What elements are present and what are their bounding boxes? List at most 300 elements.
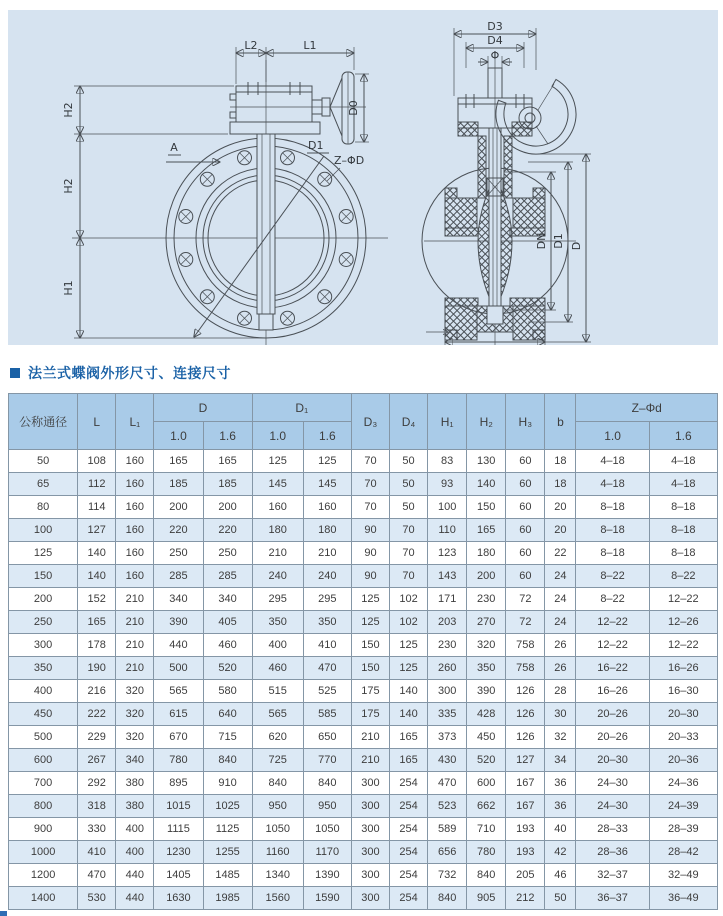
- table-cell: 950: [252, 795, 303, 818]
- table-cell: 900: [9, 818, 78, 841]
- valve-technical-drawing: [8, 10, 718, 345]
- table-cell: 28–33: [576, 818, 649, 841]
- table-row: [9, 680, 718, 703]
- table-cell: 28: [545, 680, 576, 703]
- table-row: [9, 657, 718, 680]
- table-cell: 24: [545, 588, 576, 611]
- table-cell: 216: [78, 680, 116, 703]
- table-cell: 125: [303, 450, 351, 473]
- table-cell: 20–26: [576, 726, 649, 749]
- table-cell: 400: [252, 634, 303, 657]
- table-cell: 212: [506, 887, 545, 910]
- table-cell: 36: [545, 772, 576, 795]
- table-cell: 46: [545, 864, 576, 887]
- table-cell: 40: [545, 818, 576, 841]
- table-cell: 200: [154, 496, 203, 519]
- table-cell: 254: [390, 887, 428, 910]
- table-cell: 16–30: [649, 680, 717, 703]
- table-cell: 4–18: [576, 450, 649, 473]
- table-cell: 193: [506, 818, 545, 841]
- table-cell: 254: [390, 795, 428, 818]
- table-cell: 1170: [303, 841, 351, 864]
- table-cell: 165: [467, 519, 506, 542]
- table-cell: 4–18: [576, 473, 649, 496]
- table-row: [9, 749, 718, 772]
- table-cell: 180: [303, 519, 351, 542]
- table-cell: 50: [545, 887, 576, 910]
- table-cell: 200: [203, 496, 252, 519]
- table-cell: 350: [303, 611, 351, 634]
- table-cell: 72: [506, 588, 545, 611]
- table-cell: 295: [303, 588, 351, 611]
- table-cell: 615: [154, 703, 203, 726]
- table-cell: 100: [428, 496, 467, 519]
- table-cell: 60: [506, 519, 545, 542]
- table-cell: 1390: [303, 864, 351, 887]
- table-cell: 770: [303, 749, 351, 772]
- table-cell: 780: [154, 749, 203, 772]
- table-cell: 1985: [203, 887, 252, 910]
- table-cell: 175: [351, 680, 389, 703]
- table-cell: 140: [390, 680, 428, 703]
- table-cell: 450: [9, 703, 78, 726]
- table-cell: 254: [390, 841, 428, 864]
- table-cell: 250: [203, 542, 252, 565]
- table-cell: 222: [78, 703, 116, 726]
- table-cell: 640: [203, 703, 252, 726]
- table-cell: 410: [78, 841, 116, 864]
- table-cell: 210: [116, 657, 154, 680]
- table-cell: 210: [252, 542, 303, 565]
- table-cell: 16–26: [649, 657, 717, 680]
- table-cell: 70: [351, 473, 389, 496]
- col-subheader-D1-1.6: 1.6: [303, 422, 351, 450]
- drawing-panel: [8, 10, 718, 345]
- table-cell: 440: [116, 864, 154, 887]
- table-cell: 320: [467, 634, 506, 657]
- table-cell: 400: [116, 818, 154, 841]
- col-header-H1: H₁: [428, 394, 467, 450]
- table-cell: 125: [351, 611, 389, 634]
- table-cell: 50: [390, 450, 428, 473]
- table-cell: 1160: [252, 841, 303, 864]
- table-cell: 145: [252, 473, 303, 496]
- table-cell: 670: [154, 726, 203, 749]
- table-cell: 20–36: [649, 749, 717, 772]
- table-cell: 18: [545, 450, 576, 473]
- table-cell: 515: [252, 680, 303, 703]
- table-cell: 1405: [154, 864, 203, 887]
- table-cell: 715: [203, 726, 252, 749]
- table-cell: 200: [9, 588, 78, 611]
- table-row: [9, 473, 718, 496]
- table-cell: 167: [506, 772, 545, 795]
- table-cell: 114: [78, 496, 116, 519]
- table-cell: 350: [252, 611, 303, 634]
- table-cell: 800: [9, 795, 78, 818]
- col-header-H2: H₂: [467, 394, 506, 450]
- table-row: [9, 864, 718, 887]
- table-cell: 254: [390, 864, 428, 887]
- table-cell: 350: [467, 657, 506, 680]
- table-header: [9, 394, 718, 450]
- table-cell: 254: [390, 818, 428, 841]
- table-cell: 270: [467, 611, 506, 634]
- annotation-d1: D1: [308, 139, 324, 152]
- table-row: [9, 519, 718, 542]
- table-cell: 12–22: [576, 634, 649, 657]
- table-cell: 589: [428, 818, 467, 841]
- table-cell: 840: [252, 772, 303, 795]
- table-cell: 330: [78, 818, 116, 841]
- table-cell: 24–39: [649, 795, 717, 818]
- table-cell: 150: [351, 634, 389, 657]
- table-cell: 210: [116, 588, 154, 611]
- table-cell: 1015: [154, 795, 203, 818]
- table-cell: 50: [390, 496, 428, 519]
- table-cell: 80: [9, 496, 78, 519]
- table-cell: 8–18: [649, 496, 717, 519]
- table-cell: 240: [303, 565, 351, 588]
- table-cell: 600: [467, 772, 506, 795]
- table-cell: 8–22: [576, 565, 649, 588]
- table-cell: 102: [390, 611, 428, 634]
- table-cell: 4–18: [649, 450, 717, 473]
- table-cell: 16–22: [576, 657, 649, 680]
- table-cell: 20–30: [649, 703, 717, 726]
- table-cell: 36–37: [576, 887, 649, 910]
- table-cell: 165: [78, 611, 116, 634]
- table-cell: 20–30: [576, 749, 649, 772]
- table-cell: 167: [506, 795, 545, 818]
- table-cell: 470: [303, 657, 351, 680]
- table-cell: 250: [154, 542, 203, 565]
- table-cell: 140: [467, 473, 506, 496]
- table-cell: 1230: [154, 841, 203, 864]
- section-title: 法兰式蝶阀外形尺寸、连接尺寸: [28, 365, 231, 381]
- table-cell: 840: [303, 772, 351, 795]
- table-cell: 185: [203, 473, 252, 496]
- table-cell: 1050: [303, 818, 351, 841]
- table-cell: 72: [506, 611, 545, 634]
- table-cell: 36: [545, 795, 576, 818]
- table-row: [9, 726, 718, 749]
- col-subheader-D-1.6: 1.6: [203, 422, 252, 450]
- table-cell: 460: [252, 657, 303, 680]
- table-cell: 300: [351, 772, 389, 795]
- table-cell: 600: [9, 749, 78, 772]
- table-cell: 210: [351, 749, 389, 772]
- table-cell: 203: [428, 611, 467, 634]
- table-cell: 20–33: [649, 726, 717, 749]
- dim-label-h2-mid: H2: [62, 178, 75, 194]
- table-cell: 32–37: [576, 864, 649, 887]
- table-row: [9, 496, 718, 519]
- table-cell: 50: [9, 450, 78, 473]
- table-cell: 32–49: [649, 864, 717, 887]
- table-cell: 26: [545, 657, 576, 680]
- dim-label-d3: D3: [487, 20, 503, 33]
- table-cell: 70: [351, 450, 389, 473]
- table-cell: 145: [303, 473, 351, 496]
- table-cell: 90: [351, 519, 389, 542]
- annotation-z-phi-d: Z–ΦD: [334, 154, 365, 167]
- table-cell: 28–42: [649, 841, 717, 864]
- table-cell: 150: [9, 565, 78, 588]
- table-cell: 112: [78, 473, 116, 496]
- table-cell: 530: [78, 887, 116, 910]
- table-cell: 4–18: [649, 473, 717, 496]
- dim-label-dn: DN: [535, 232, 548, 250]
- table-cell: 12–26: [649, 611, 717, 634]
- table-cell: 185: [154, 473, 203, 496]
- table-cell: 650: [303, 726, 351, 749]
- table-cell: 300: [428, 680, 467, 703]
- col-subheader-D1-1.0: 1.0: [252, 422, 303, 450]
- table-cell: 125: [351, 588, 389, 611]
- table-cell: 90: [351, 542, 389, 565]
- table-cell: 780: [467, 841, 506, 864]
- table-cell: 70: [390, 565, 428, 588]
- table-cell: 440: [154, 634, 203, 657]
- table-row: [9, 634, 718, 657]
- dim-label-h2-top: H2: [62, 102, 75, 118]
- table-cell: 165: [390, 749, 428, 772]
- table-cell: 20: [545, 496, 576, 519]
- table-cell: 380: [116, 772, 154, 795]
- col-header-b: b: [545, 394, 576, 450]
- table-cell: 430: [428, 749, 467, 772]
- table-cell: 8–18: [576, 496, 649, 519]
- table-cell: 24: [545, 611, 576, 634]
- table-cell: 732: [428, 864, 467, 887]
- table-cell: 140: [78, 565, 116, 588]
- table-cell: 150: [467, 496, 506, 519]
- table-cell: 1200: [9, 864, 78, 887]
- table-cell: 710: [467, 818, 506, 841]
- col-header-H3: H₃: [506, 394, 545, 450]
- table-cell: 320: [116, 703, 154, 726]
- dim-label-d1-right: D1: [552, 233, 565, 249]
- table-cell: 1025: [203, 795, 252, 818]
- table-cell: 1590: [303, 887, 351, 910]
- table-row: [9, 887, 718, 910]
- dimension-table: [8, 393, 718, 910]
- dim-label-l1: L1: [303, 39, 317, 52]
- table-cell: 285: [154, 565, 203, 588]
- table-cell: 210: [303, 542, 351, 565]
- table-cell: 450: [467, 726, 506, 749]
- table-cell: 1400: [9, 887, 78, 910]
- table-cell: 460: [203, 634, 252, 657]
- table-row: [9, 565, 718, 588]
- table-cell: 580: [203, 680, 252, 703]
- table-cell: 127: [78, 519, 116, 542]
- table-cell: 250: [9, 611, 78, 634]
- table-cell: 125: [390, 657, 428, 680]
- table-cell: 950: [303, 795, 351, 818]
- table-cell: 24–30: [576, 772, 649, 795]
- table-cell: 102: [390, 588, 428, 611]
- table-cell: 400: [9, 680, 78, 703]
- table-cell: 320: [116, 680, 154, 703]
- valve-front-view: [62, 39, 388, 345]
- table-cell: 93: [428, 473, 467, 496]
- table-cell: 300: [351, 841, 389, 864]
- dim-label-d0: D0: [347, 100, 360, 116]
- table-row: [9, 703, 718, 726]
- col-subheader-Z-1.0: 1.0: [576, 422, 649, 450]
- table-cell: 152: [78, 588, 116, 611]
- table-cell: 295: [252, 588, 303, 611]
- table-cell: 373: [428, 726, 467, 749]
- annotation-a: A: [170, 141, 178, 154]
- table-cell: 60: [506, 450, 545, 473]
- table-cell: 620: [252, 726, 303, 749]
- table-cell: 20: [545, 519, 576, 542]
- table-cell: 26: [545, 634, 576, 657]
- table-cell: 440: [116, 887, 154, 910]
- table-cell: 840: [467, 864, 506, 887]
- table-row: [9, 818, 718, 841]
- table-cell: 165: [203, 450, 252, 473]
- table-cell: 220: [154, 519, 203, 542]
- table-cell: 8–18: [649, 519, 717, 542]
- table-cell: 1115: [154, 818, 203, 841]
- table-cell: 229: [78, 726, 116, 749]
- table-cell: 700: [9, 772, 78, 795]
- col-header-nominal-diameter: 公称通径: [9, 394, 78, 450]
- table-cell: 90: [351, 565, 389, 588]
- table-cell: 190: [78, 657, 116, 680]
- table-row: [9, 795, 718, 818]
- table-cell: 60: [506, 542, 545, 565]
- table-cell: 240: [252, 565, 303, 588]
- table-cell: 83: [428, 450, 467, 473]
- table-cell: 165: [154, 450, 203, 473]
- table-row: [9, 588, 718, 611]
- table-cell: 125: [9, 542, 78, 565]
- table-cell: 895: [154, 772, 203, 795]
- col-header-D1: D₁: [252, 394, 351, 422]
- table-cell: 520: [467, 749, 506, 772]
- table-cell: 16–26: [576, 680, 649, 703]
- table-cell: 254: [390, 772, 428, 795]
- table-cell: 500: [154, 657, 203, 680]
- table-cell: 70: [351, 496, 389, 519]
- table-cell: 126: [506, 703, 545, 726]
- table-cell: 125: [390, 634, 428, 657]
- table-cell: 8–22: [649, 565, 717, 588]
- dim-label-h1: H1: [62, 280, 75, 296]
- table-cell: 525: [303, 680, 351, 703]
- table-body: [9, 450, 718, 910]
- table-cell: 100: [9, 519, 78, 542]
- table-cell: 300: [351, 795, 389, 818]
- table-cell: 1255: [203, 841, 252, 864]
- table-cell: 50: [390, 473, 428, 496]
- table-cell: 60: [506, 565, 545, 588]
- table-cell: 400: [116, 841, 154, 864]
- table-cell: 300: [351, 818, 389, 841]
- table-cell: 662: [467, 795, 506, 818]
- table-cell: 428: [467, 703, 506, 726]
- table-cell: 110: [428, 519, 467, 542]
- table-cell: 65: [9, 473, 78, 496]
- table-cell: 150: [351, 657, 389, 680]
- table-cell: 300: [351, 864, 389, 887]
- table-cell: 210: [351, 726, 389, 749]
- col-header-D: D: [154, 394, 252, 422]
- table-cell: 470: [428, 772, 467, 795]
- table-cell: 160: [116, 450, 154, 473]
- col-subheader-D-1.0: 1.0: [154, 422, 203, 450]
- table-cell: 523: [428, 795, 467, 818]
- table-cell: 390: [467, 680, 506, 703]
- table-cell: 171: [428, 588, 467, 611]
- table-cell: 24–30: [576, 795, 649, 818]
- table-cell: 390: [154, 611, 203, 634]
- table-cell: 340: [116, 749, 154, 772]
- table-row: [9, 772, 718, 795]
- table-cell: 123: [428, 542, 467, 565]
- table-cell: 300: [351, 887, 389, 910]
- table-cell: 28–36: [576, 841, 649, 864]
- table-cell: 500: [9, 726, 78, 749]
- table-cell: 160: [116, 519, 154, 542]
- table-cell: 143: [428, 565, 467, 588]
- dim-label-phi: Φ: [490, 49, 500, 62]
- table-cell: 565: [252, 703, 303, 726]
- table-cell: 30: [545, 703, 576, 726]
- table-cell: 140: [78, 542, 116, 565]
- table-cell: 905: [467, 887, 506, 910]
- col-header-L: L: [78, 394, 116, 450]
- table-cell: 340: [154, 588, 203, 611]
- table-cell: 210: [116, 611, 154, 634]
- table-cell: 160: [116, 565, 154, 588]
- table-cell: 405: [203, 611, 252, 634]
- table-cell: 335: [428, 703, 467, 726]
- table-cell: 470: [78, 864, 116, 887]
- table-cell: 125: [252, 450, 303, 473]
- table-cell: 410: [303, 634, 351, 657]
- table-cell: 260: [428, 657, 467, 680]
- table-cell: 520: [203, 657, 252, 680]
- next-section-bullet-fragment: [0, 911, 7, 916]
- col-header-L1: L₁: [116, 394, 154, 450]
- table-cell: 8–18: [576, 519, 649, 542]
- table-cell: 70: [390, 519, 428, 542]
- table-cell: 1125: [203, 818, 252, 841]
- table-cell: 230: [428, 634, 467, 657]
- dim-label-d: D: [570, 241, 583, 251]
- table-cell: 725: [252, 749, 303, 772]
- table-cell: 160: [116, 496, 154, 519]
- table-cell: 70: [390, 542, 428, 565]
- section-header: [10, 363, 231, 383]
- table-cell: 758: [506, 657, 545, 680]
- table-row: [9, 841, 718, 864]
- section-bullet-icon: [10, 368, 20, 378]
- table-cell: 220: [203, 519, 252, 542]
- table-cell: 1340: [252, 864, 303, 887]
- table-cell: 108: [78, 450, 116, 473]
- table-cell: 18: [545, 473, 576, 496]
- table-cell: 210: [116, 634, 154, 657]
- table-cell: 160: [252, 496, 303, 519]
- table-row: [9, 450, 718, 473]
